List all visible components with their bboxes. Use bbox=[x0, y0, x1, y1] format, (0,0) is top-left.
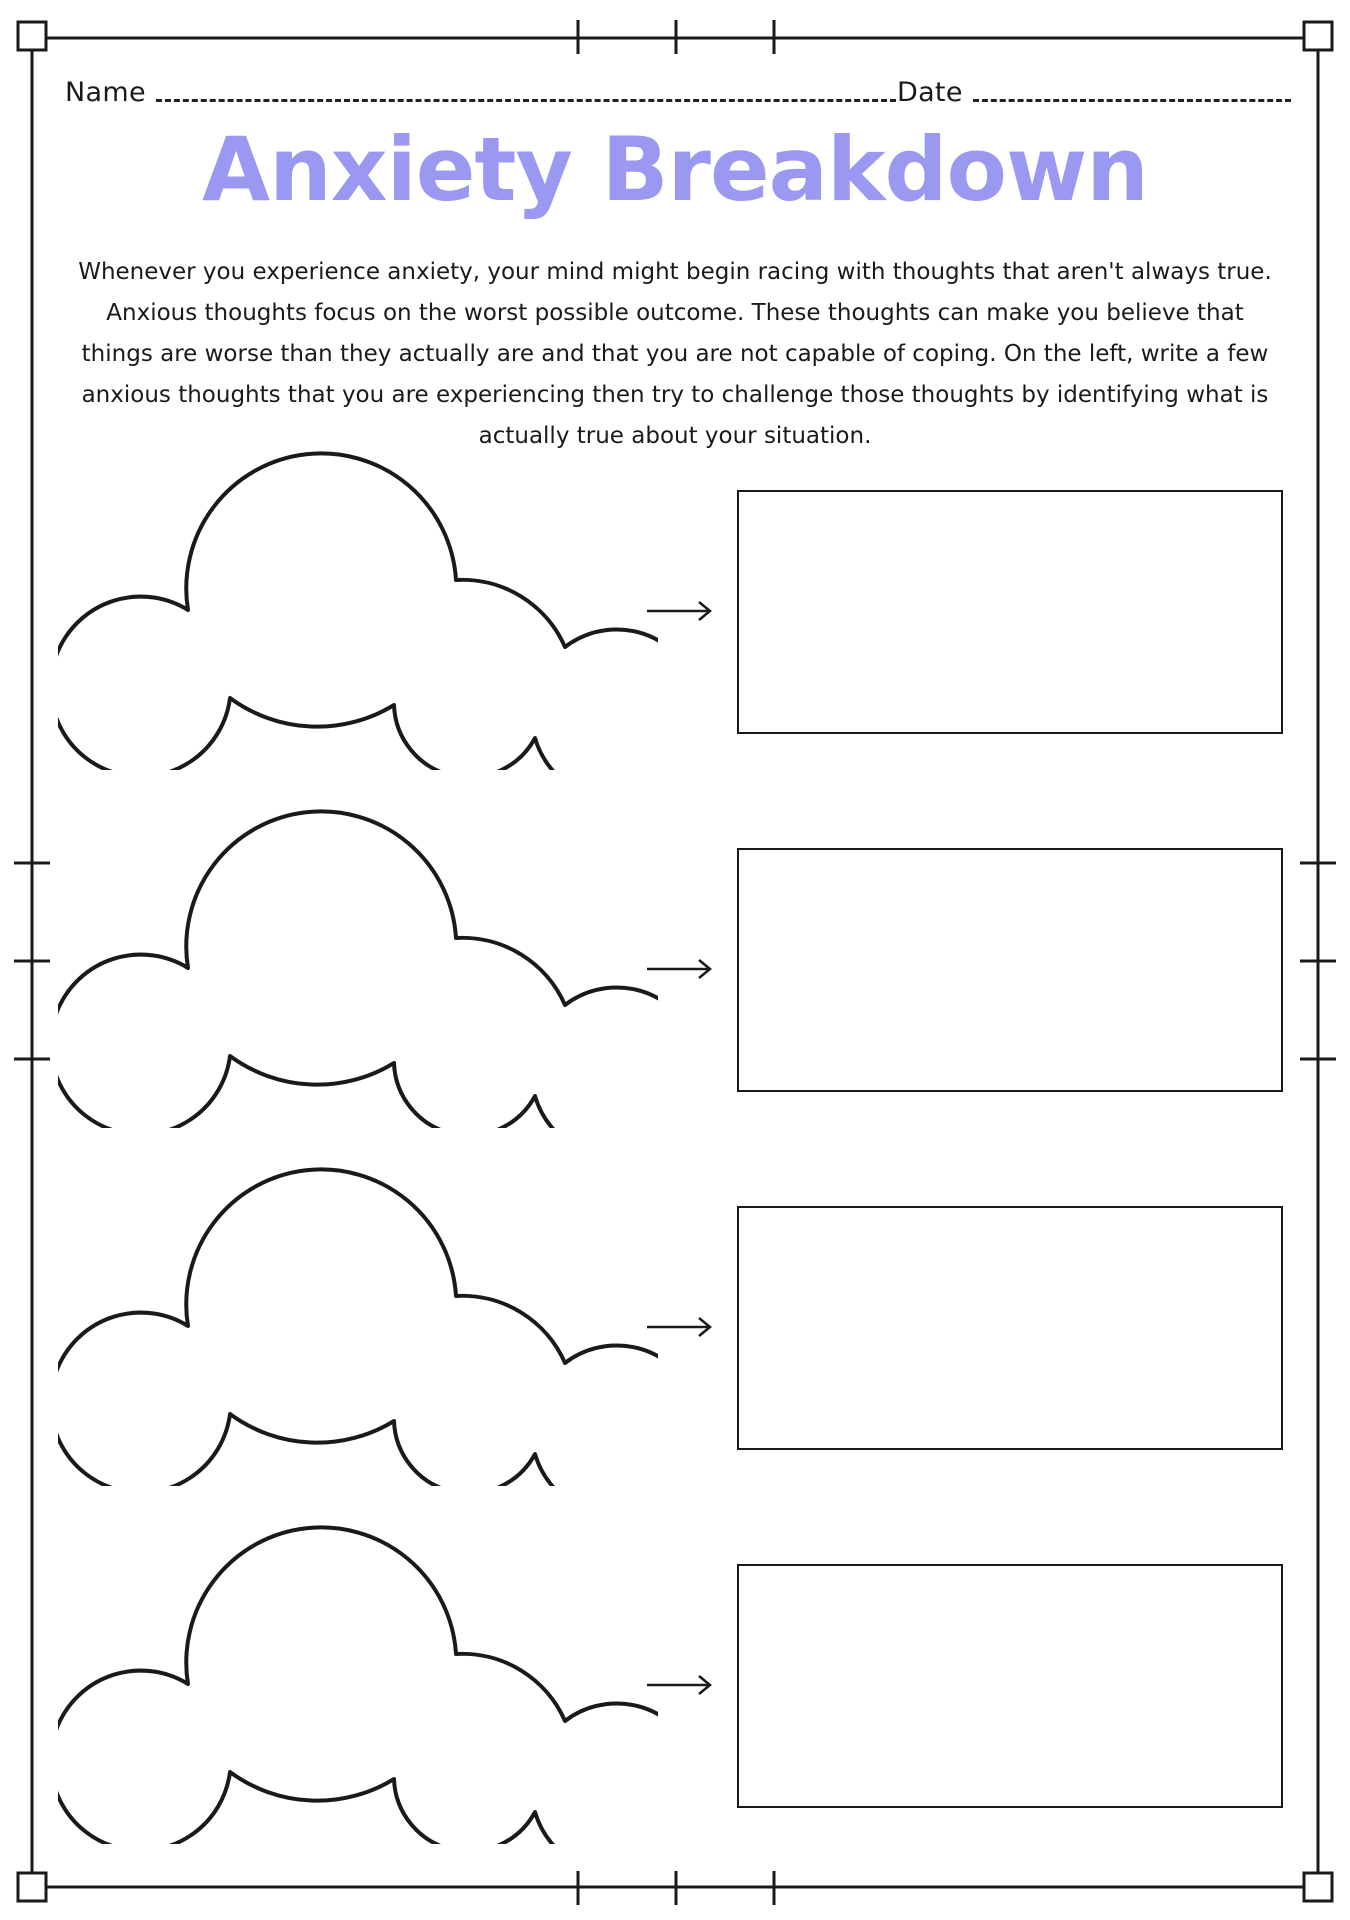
cloud-icon[interactable] bbox=[58, 1166, 658, 1486]
answer-box-3[interactable] bbox=[737, 1206, 1283, 1450]
right-arrow-icon bbox=[645, 1673, 715, 1697]
cloud-icon[interactable] bbox=[58, 1524, 658, 1844]
answer-box-1[interactable] bbox=[737, 490, 1283, 734]
cloud-icon[interactable] bbox=[58, 450, 658, 770]
date-field[interactable] bbox=[897, 62, 1291, 106]
right-arrow-icon bbox=[645, 1315, 715, 1339]
date-line[interactable] bbox=[973, 99, 1291, 102]
right-arrow-icon bbox=[645, 957, 715, 981]
answer-box-2[interactable] bbox=[737, 848, 1283, 1092]
date-label: Date bbox=[897, 77, 963, 108]
answer-box-4[interactable] bbox=[737, 1564, 1283, 1808]
name-label: Name bbox=[65, 77, 146, 108]
page-title: Anxiety Breakdown bbox=[202, 118, 1148, 221]
cloud-icon[interactable] bbox=[58, 808, 658, 1128]
name-line[interactable] bbox=[156, 99, 896, 102]
name-field[interactable] bbox=[65, 62, 896, 106]
intro-paragraph: Whenever you experience anxiety, your mind might begin racing with thoughts that aren't always true. Anxious thoughts focus on the worst possible outcome. These thoughts can make you believe that things are worse than they actually are and that you are not capable of coping. On the left, write a few anxious thoughts that you are experiencing then try to challenge those thoughts by identifying what is actually true about your situation. bbox=[78, 259, 1272, 449]
right-arrow-icon bbox=[645, 599, 715, 623]
